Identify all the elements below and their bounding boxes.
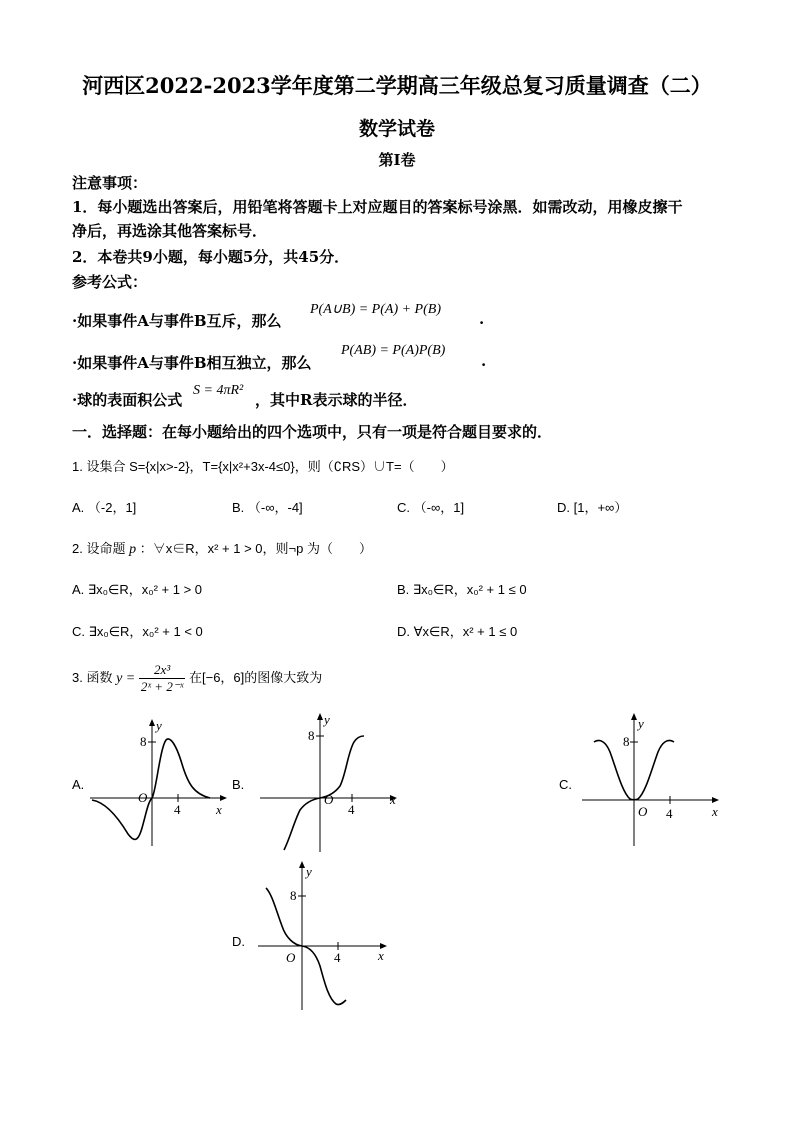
q2-option-d: D. ∀x∈R，x² + 1 ≤ 0 (397, 624, 518, 639)
q3-fraction-denominator: 2ˣ + 2⁻ˣ (140, 679, 184, 694)
graph-c-y-label: y (638, 716, 644, 731)
period-2: . (481, 352, 487, 370)
graph-a-label: A. (72, 777, 85, 792)
formula-2: P(AB) = P(A)P(B) (341, 343, 446, 358)
q3-fraction (139, 662, 185, 695)
graph-d-y-label: y (306, 864, 312, 879)
graph-a-origin: O (138, 790, 148, 805)
q2-stem (72, 538, 372, 558)
exam-subtitle: 数学试卷 (358, 118, 435, 140)
q1-option-d: D. [1，+∞） (557, 500, 628, 515)
q3-stem (72, 662, 322, 695)
graph-d-origin: O (286, 950, 296, 965)
q1-stem: 1. 设集合 S={x|x>-2}，T={x|x²+3x-4≤0}，则（∁RS）∪T=（ ） (72, 459, 454, 474)
period-1: . (479, 310, 485, 328)
graph-b (252, 712, 402, 854)
graph-a-tick-y-label: 8 (140, 734, 147, 749)
graph-d-tick-x-label: 4 (334, 950, 341, 965)
q3-stem-lead: 3. 函数 (72, 669, 113, 685)
graph-b-tick-x-label: 4 (348, 802, 355, 817)
volume-label: 第I卷 (378, 151, 416, 169)
formula-3: S = 4πR² (193, 383, 244, 398)
graph-a-x-label: x (216, 802, 222, 817)
graph-d-label: D. (232, 934, 245, 949)
graph-a-curve (92, 739, 210, 839)
formula-3-text: ·球的表面积公式 (72, 391, 183, 409)
graph-c-x-arrow (712, 797, 719, 803)
graph-a-tick-x-label: 4 (174, 802, 181, 817)
graph-c-y-arrow (631, 713, 637, 720)
graph-c-x-label: x (712, 804, 718, 819)
q1-option-b: B. （-∞，-4] (232, 500, 303, 515)
formula-heading: 参考公式： (72, 273, 148, 291)
q3-stem-tail: 在[−6，6]的图像大致为 (189, 669, 323, 685)
q3-fraction-numerator: 2x³ (139, 662, 185, 679)
graph-b-label: B. (232, 777, 245, 792)
graph-d-x-label: x (378, 948, 384, 963)
graph-b-x-label: x (390, 792, 396, 807)
graph-c (578, 712, 726, 850)
graph-d-tick-y-label: 8 (290, 888, 297, 903)
graph-c-origin: O (638, 804, 648, 819)
note-item-1: 1．每小题选出答案后，用铅笔将答题卡上对应题目的答案标号涂黑．如需改动，用橡皮擦干 (72, 198, 683, 216)
graph-a-y-arrow (149, 719, 155, 726)
note-item-2: 2．本卷共9小题，每小题5分，共45分． (72, 248, 350, 266)
graph-a-x-arrow (220, 795, 227, 801)
graph-b-origin: O (324, 792, 334, 807)
graph-a-y-label: y (156, 718, 162, 733)
q2-stem-p: p (129, 542, 137, 557)
graph-d-y-arrow (299, 861, 305, 868)
graph-c-tick-y-label: 8 (623, 734, 630, 749)
graph-d (254, 860, 394, 1014)
q1-option-a: A. （-2，1] (72, 500, 137, 515)
graph-a (82, 718, 232, 850)
exam-title: 河西区2022-2023学年度第二学期高三年级总复习质量调查（二） (82, 73, 712, 98)
notes-heading: 注意事项： (72, 174, 148, 192)
graph-b-y-label: y (324, 712, 330, 727)
formula-2-text: ·如果事件A与事件B相互独立，那么 (72, 354, 312, 372)
q2-stem-lead: 2. 设命题 (72, 541, 126, 556)
q2-option-b: B. ∃x₀∈R，x₀² + 1 ≤ 0 (397, 582, 527, 597)
q1-option-c: C. （-∞，1] (397, 500, 465, 515)
q2-option-c: C. ∃x₀∈R，x₀² + 1 < 0 (72, 624, 203, 639)
formula-1: P(A∪B) = P(A) + P(B) (310, 302, 441, 317)
section-1-heading: 一．选择题：在每小题给出的四个选项中，只有一项是符合题目要求的． (72, 423, 553, 441)
q3-y-eq: y = (116, 670, 136, 686)
formula-1-text: ·如果事件A与事件B互斥，那么 (72, 312, 282, 330)
note-item-1-cont: 净后，再选涂其他答案标号． (72, 222, 268, 240)
graph-b-y-arrow (317, 713, 323, 720)
graph-c-label: C. (559, 777, 572, 792)
formula-3-tail: ，其中R表示球的半径． (255, 391, 418, 409)
q2-option-a: A. ∃x₀∈R，x₀² + 1 > 0 (72, 582, 203, 597)
graph-b-tick-y-label: 8 (308, 728, 315, 743)
q2-stem-tail: ：∀x∈R，x² + 1 > 0，则¬p 为（ ） (139, 541, 372, 556)
graph-c-tick-x-label: 4 (666, 806, 673, 821)
